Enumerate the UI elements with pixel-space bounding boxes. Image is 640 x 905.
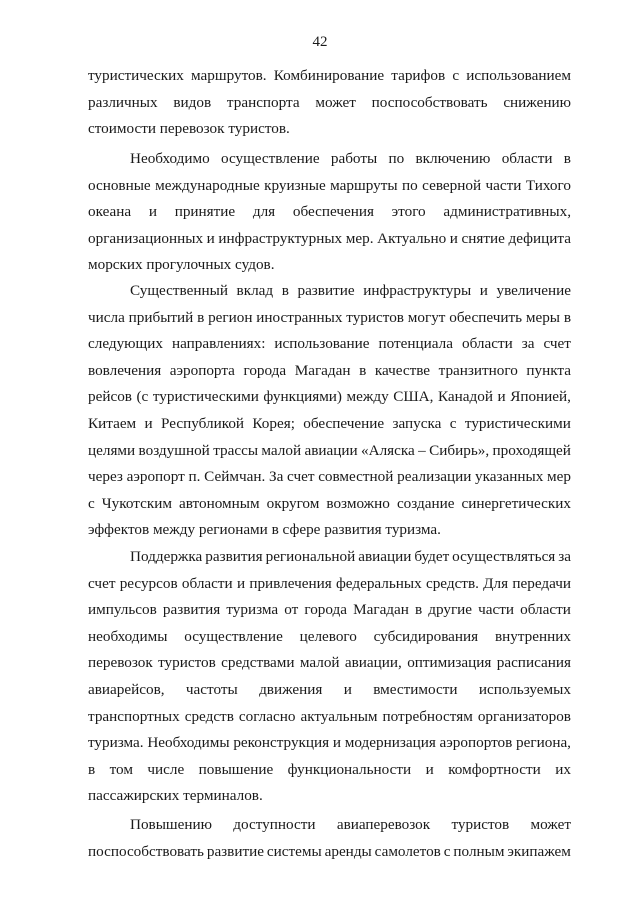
text-line: с Чукотским автономным округом возможно создание синергетических: [88, 494, 571, 512]
paragraph-2: [88, 146, 571, 279]
text-line: транспортных средств согласно актуальным потребностям организаторов: [88, 707, 571, 725]
text-line: в том числе повышение функциональности и комфортности их: [88, 760, 571, 778]
text-line: организационных и инфраструктурных мер. Актуально и снятие дефицита: [88, 229, 571, 247]
text-line: вовлечения аэропорта города Магадан в качестве транзитного пункта: [88, 361, 571, 379]
text-line: счет ресурсов области и привлечения федеральных средств. Для передачи: [88, 574, 571, 592]
text-line: Необходимо осуществление работы по включению области в: [130, 150, 571, 167]
text-line: числа прибытий в регион иностранных туристов могут обеспечить меры в: [88, 308, 571, 326]
text-line: Повышению доступности авиаперевозок туристов может: [130, 816, 571, 833]
page-number: 42: [312, 34, 328, 50]
paragraph-4: [88, 544, 571, 810]
text-line: эффектов между регионами в сфере развития туризма.: [88, 521, 441, 539]
text-line: перевозок туристов средствами малой авиации, оптимизация расписания: [88, 654, 571, 672]
paragraph-3: [88, 278, 571, 544]
text-line: Китаем и Республикой Корея; обеспечение запуска с туристическими: [88, 414, 571, 432]
text-line: различных видов транспорта может поспособствовать снижению: [88, 93, 571, 111]
text-line: туризма. Необходимы реконструкция и модернизация аэропортов региона,: [88, 734, 571, 752]
text-line: целями воздушной трассы малой авиации «Аляска – Сибирь», проходящей: [88, 441, 571, 459]
paragraph-1: [88, 63, 571, 143]
text-line: стоимости перевозок туристов.: [88, 120, 290, 138]
text-line: Существенный вклад в развитие инфраструктуры и увеличение: [130, 282, 571, 299]
paragraph-5: [88, 812, 571, 865]
text-line: туристических маршрутов. Комбинирование тарифов с использованием: [88, 67, 571, 84]
text-line: Поддержка развития региональной авиации будет осуществляться за: [130, 548, 571, 565]
text-line: морских прогулочных судов.: [88, 256, 275, 274]
text-line: через аэропорт п. Сеймчан. За счет совместной реализации указанных мер: [88, 468, 571, 486]
text-line: необходимы осуществление целевого субсидирования внутренних: [88, 627, 571, 645]
text-line: авиарейсов, частоты движения и вместимости используемых: [88, 680, 571, 698]
text-line: поспособствовать развитие системы аренды самолетов с полным экипажем: [88, 842, 571, 860]
text-line: океана и принятие для обеспечения этого административных,: [88, 203, 571, 221]
text-line: основные международные круизные маршруты по северной части Тихого: [88, 176, 571, 194]
text-line: импульсов развития туризма от города Магадан в другие части области: [88, 601, 571, 619]
text-line: следующих направлениях: использование потенциала области за счет: [88, 335, 571, 353]
text-line: пассажирских терминалов.: [88, 787, 263, 805]
text-line: рейсов (с туристическими функциями) между США, Канадой и Японией,: [88, 388, 571, 406]
